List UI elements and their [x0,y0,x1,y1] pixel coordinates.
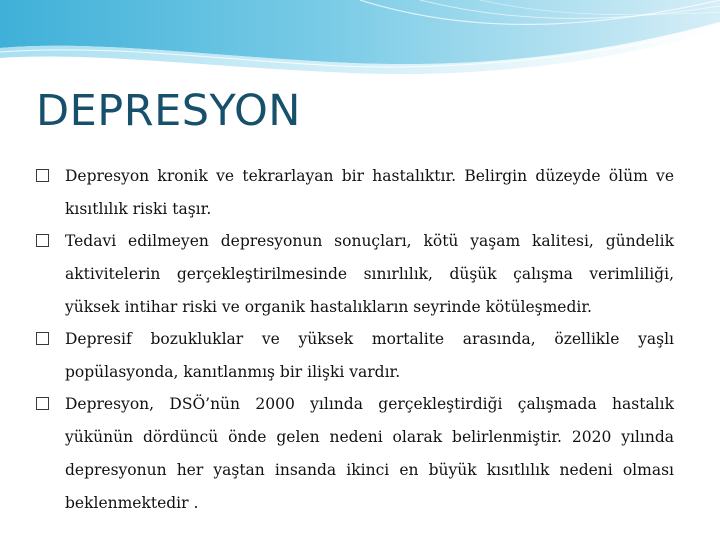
header-wave-decoration [0,0,720,80]
bullet-item [36,323,674,389]
bullet-item [36,225,674,324]
square-bullet-icon [36,397,49,410]
square-bullet-icon [36,234,49,247]
square-bullet-icon [36,169,49,182]
bullet-text: Depresif bozukluklar ve yüksek mortalite arasında, özellikle yaşlı popülasyonda, kanıtlanmış bir ilişki vardır. [65,330,674,381]
bullet-list [36,160,674,519]
bullet-item [36,160,674,226]
square-bullet-icon [36,332,49,345]
bullet-text: Depresyon, DSÖ’nün 2000 yılında gerçekleştirdiği çalışmada hastalık yükünün dördüncü önde gelen nedeni olarak belirlenmiştir. 2020 yılında depresyonun her yaştan insanda ikinci en büyük kısıtlılık nedeni olması beklenmektedir . [65,395,674,512]
slide-title: DEPRESYON [36,86,301,136]
bullet-item [36,388,674,520]
bullet-text: Tedavi edilmeyen depresyonun sonuçları, kötü yaşam kalitesi, gündelik aktivitelerin gerçekleştirilmesinde sınırlılık, düşük çalışma verimliliği, yüksek intihar riski ve organik hastalıkların seyrinde kötüleşmedir. [65,232,674,316]
bullet-text: Depresyon kronik ve tekrarlayan bir hastalıktır. Belirgin düzeyde ölüm ve kısıtlılık riski taşır. [65,167,674,218]
